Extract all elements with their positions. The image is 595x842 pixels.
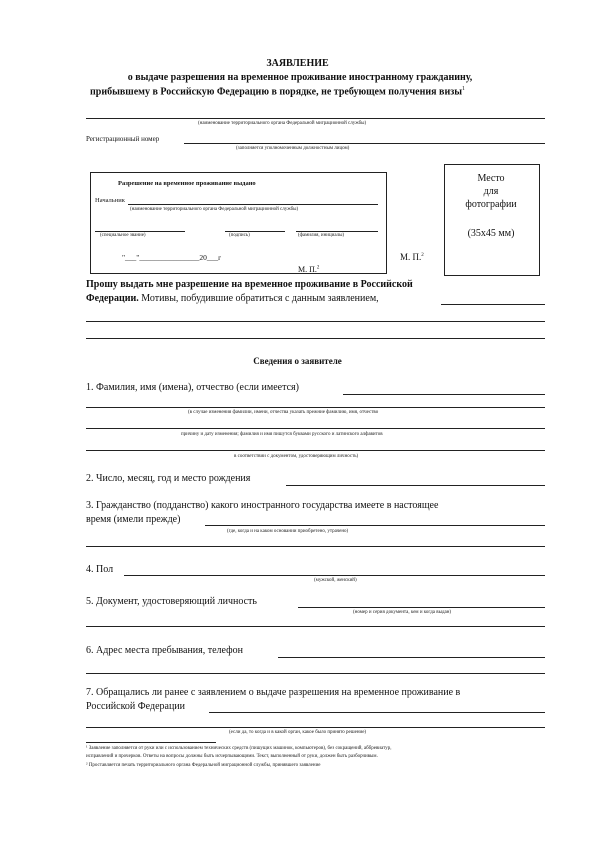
issue-date-field[interactable]: "___"________________20___г bbox=[122, 253, 222, 262]
photo-line2: для bbox=[483, 186, 499, 197]
field7-label-line2: Российской Федерации bbox=[86, 701, 186, 712]
field1-hint3: в соответствии с документом, удостоверяющим личность) bbox=[234, 454, 359, 459]
field3-line2[interactable] bbox=[86, 546, 545, 547]
section-title: Сведения о заявителе bbox=[253, 356, 342, 366]
signature-field[interactable] bbox=[225, 231, 285, 232]
field4-input[interactable] bbox=[124, 575, 545, 576]
chief-label: Начальник bbox=[95, 197, 125, 204]
photo-box-text bbox=[444, 172, 538, 240]
form-subtitle-line1: о выдаче разрешения на временное проживание иностранному гражданину, bbox=[127, 72, 473, 83]
form-subtitle-line2 bbox=[90, 86, 465, 97]
permit-stamp-label: М. П. bbox=[298, 265, 317, 274]
form-title: ЗАЯВЛЕНИЕ bbox=[266, 58, 329, 69]
footnote-1 bbox=[86, 745, 546, 760]
field1-line4[interactable] bbox=[86, 450, 545, 451]
photo-line3: фотографии bbox=[465, 199, 517, 210]
motives-line-2[interactable] bbox=[86, 321, 545, 322]
field3-label-line2: время (имели прежде) bbox=[86, 514, 181, 525]
field5-line2[interactable] bbox=[86, 626, 545, 627]
footnote-1-line2: исправлений и прочерков. Ответы на вопросы должны быть исчерпывающими. Текст, выполненный от руки, должен быть разборчивым. bbox=[86, 753, 378, 759]
field6-input[interactable] bbox=[278, 657, 545, 658]
request-line2-bold: Федерации. bbox=[86, 293, 139, 304]
field7-label-line1: 7. Обращались ли ранее с заявлением о выдаче разрешения на временное проживание в bbox=[86, 687, 461, 698]
field5-hint: (номер и серия документа, кем и когда выдан) bbox=[353, 610, 452, 615]
field1-line3[interactable] bbox=[86, 428, 545, 429]
field6-label: 6. Адрес места пребывания, телефон bbox=[86, 645, 243, 656]
field5-label: 5. Документ, удостоверяющий личность bbox=[86, 596, 257, 607]
field1-label: 1. Фамилия, имя (имена), отчество (если имеется) bbox=[86, 382, 299, 393]
field7-line2[interactable] bbox=[86, 727, 545, 728]
applicant-stamp-label: М. П. bbox=[400, 252, 422, 262]
request-line1: Прошу выдать мне разрешение на временное проживание в Российской bbox=[86, 279, 413, 290]
field1-hint1: (в случае изменения фамилии, имени, отчества указать прежние фамилию, имя, отчество bbox=[188, 410, 379, 415]
authority-hint: (наименование территориального органа Федеральной миграционной службы) bbox=[198, 121, 367, 126]
applicant-stamp-place bbox=[400, 252, 424, 262]
field3-input[interactable] bbox=[205, 525, 545, 526]
field1-input[interactable] bbox=[343, 394, 545, 395]
request-line2 bbox=[86, 293, 379, 304]
chief-hint: (наименование территориального органа Федеральной миграционной службы) bbox=[130, 207, 299, 212]
field6-line2[interactable] bbox=[86, 673, 545, 674]
chief-field[interactable] bbox=[128, 204, 378, 205]
field3-hint: (где, когда и на каком основании приобретено, утрачено) bbox=[227, 529, 349, 534]
field7-input[interactable] bbox=[209, 712, 545, 713]
motives-field[interactable] bbox=[441, 304, 545, 305]
field2-input[interactable] bbox=[286, 485, 545, 486]
authority-line[interactable] bbox=[86, 118, 545, 119]
footnote-ref-2: 2 bbox=[316, 265, 320, 271]
permit-box-title: Разрешение на временное проживание выдано bbox=[118, 180, 256, 187]
reg-number-label: Регистрационный номер bbox=[86, 135, 160, 143]
footnote-ref-2b: 2 bbox=[421, 253, 424, 258]
reg-number-hint: (заполняется уполномоченным должностным лицом) bbox=[236, 146, 350, 151]
motives-line-3[interactable] bbox=[86, 338, 545, 339]
footnote-2: ² Проставляется печать территориального органа Федеральной миграционной службы, принявшего заявление bbox=[86, 763, 321, 768]
field7-hint: (если да, то когда и в какой орган, какое было принято решение) bbox=[229, 730, 367, 735]
name-hint: (фамилия, инициалы) bbox=[298, 233, 345, 238]
rank-hint: (специальное звание) bbox=[100, 233, 146, 238]
permit-stamp-place bbox=[298, 265, 319, 274]
request-line2-text: Мотивы, побудившие обратиться с данным заявлением, bbox=[141, 293, 379, 304]
footnote-divider bbox=[86, 742, 216, 743]
footnote-1-line1: ¹ Заявление заполняется от руки или с использованием технических средств (пишущих машинок, компьютеров), без сокращений, аббревиатур, bbox=[86, 746, 392, 751]
photo-size: (35x45 мм) bbox=[467, 228, 515, 239]
name-field[interactable] bbox=[296, 231, 378, 232]
field2-label: 2. Число, месяц, год и место рождения bbox=[86, 473, 251, 484]
reg-number-field[interactable] bbox=[184, 143, 545, 144]
field5-input[interactable] bbox=[298, 607, 545, 608]
field1-line2[interactable] bbox=[86, 407, 545, 408]
footnote-ref-1: 1 bbox=[462, 86, 466, 92]
rank-field[interactable] bbox=[95, 231, 185, 232]
photo-line1: Место bbox=[477, 173, 505, 184]
field4-label: 4. Пол bbox=[86, 564, 114, 575]
signature-hint: (подпись) bbox=[229, 233, 250, 238]
form-subtitle-line2-text: прибывшему в Российскую Федерацию в порядке, не требующем получения визы bbox=[90, 86, 463, 98]
field3-label-line1: 3. Гражданство (подданство) какого иностранного государства имеете в настоящее bbox=[86, 500, 439, 511]
field4-hint: (мужской, женский) bbox=[314, 578, 357, 583]
field1-hint2: причину и дату изменения; фамилия и имя пишутся буквами русского и латинского алфавитов bbox=[181, 432, 383, 437]
